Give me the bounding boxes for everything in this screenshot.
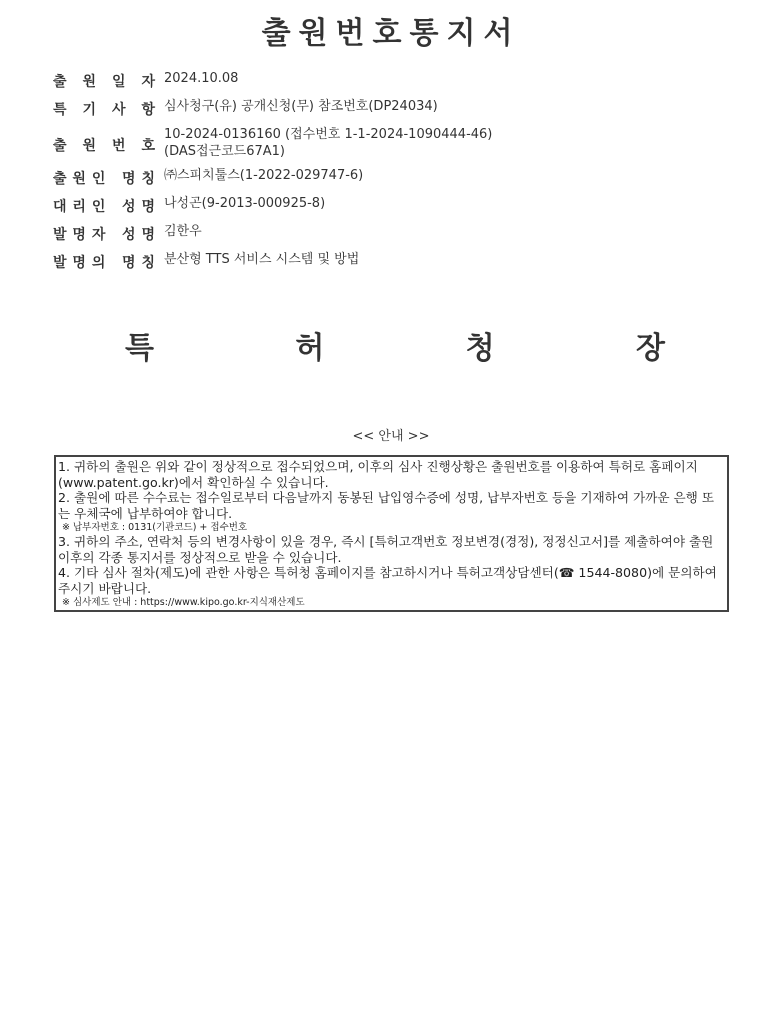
notice-item-3: 3. 귀하의 주소, 연락처 등의 변경사항이 있을 경우, 즉시 [특허고객번호 정보변경(경정), 정정신고서]를 제출하여야 출원 이후의 각종 통지서를 정상적으로 받을 수 있습니다. [58, 534, 714, 565]
field-label-inventor-name: 발 명 자 성 명 [53, 227, 155, 243]
field-row-invention-title [53, 251, 753, 272]
field-label-filing-date: 출 원 일 자 [53, 74, 155, 90]
field-row-applicant-name [53, 167, 753, 188]
field-value-invention-title: 분산형 TTS 서비스 시스템 및 방법 [164, 252, 360, 267]
field-row-inventor-name [53, 223, 753, 244]
field-row-filing-date [53, 70, 753, 91]
field-label-application-number: 출 원 번 호 [53, 138, 155, 154]
notice-box [54, 455, 729, 612]
office-char: 청 [465, 331, 495, 366]
field-row-remarks [53, 98, 753, 119]
office-signature [125, 323, 665, 367]
application-info [53, 70, 753, 279]
field-label-applicant-name: 출 원 인 명 칭 [53, 171, 155, 187]
office-char: 장 [635, 331, 665, 366]
field-value-inventor-name: 김한우 [164, 224, 202, 239]
notice-item-4-note: ※ 심사제도 안내 : https://www.kipo.go.kr-지식재산제도 [62, 597, 305, 608]
field-row-agent-name [53, 195, 753, 216]
field-label-invention-title: 발 명 의 명 칭 [53, 255, 155, 271]
application-number-line2: (DAS접근코드67A1) [164, 144, 286, 159]
field-value-filing-date: 2024.10.08 [164, 71, 239, 86]
notice-item-2: 2. 출원에 따른 수수료는 접수일로부터 다음날까지 동봉된 납입영수증에 성명, 납부자번호 등을 기재하여 가까운 은행 또는 우체국에 납부하여야 합니다. [58, 490, 715, 521]
field-value-application-number [164, 126, 492, 160]
field-label-remarks: 특 기 사 항 [53, 102, 155, 118]
application-number-line1: 10-2024-0136160 (접수번호 1-1-2024-1090444-46) [164, 127, 493, 142]
field-value-remarks: 심사청구(유) 공개신청(무) 참조번호(DP24034) [164, 99, 438, 114]
field-label-agent-name: 대 리 인 성 명 [53, 199, 155, 215]
office-char: 허 [295, 331, 325, 366]
field-value-agent-name: 나성곤(9-2013-000925-8) [164, 196, 326, 211]
guide-heading: << 안내 >> [352, 429, 430, 444]
notice-item-4: 4. 기타 심사 절차(제도)에 관한 사항은 특허청 홈페이지를 참고하시거나 특허고객상담센터(☎ 1544-8080)에 문의하여 주시기 바랍니다. [58, 565, 717, 596]
field-value-applicant-name: ㈜스피치툴스(1-2022-029747-6) [164, 168, 364, 183]
office-char: 특 [125, 331, 154, 366]
notice-item-2-note: ※ 납부자번호 : 0131(기관코드) + 접수번호 [62, 522, 248, 533]
notice-item-1: 1. 귀하의 출원은 위와 같이 정상적으로 접수되었으며, 이후의 심사 진행상황은 출원번호를 이용하여 특허로 홈페이지(www.patent.go.kr)에서 확인하실 수 있습니다. [58, 459, 698, 490]
field-row-application-number [53, 126, 753, 160]
document-title: 출원번호통지서 [261, 16, 521, 51]
